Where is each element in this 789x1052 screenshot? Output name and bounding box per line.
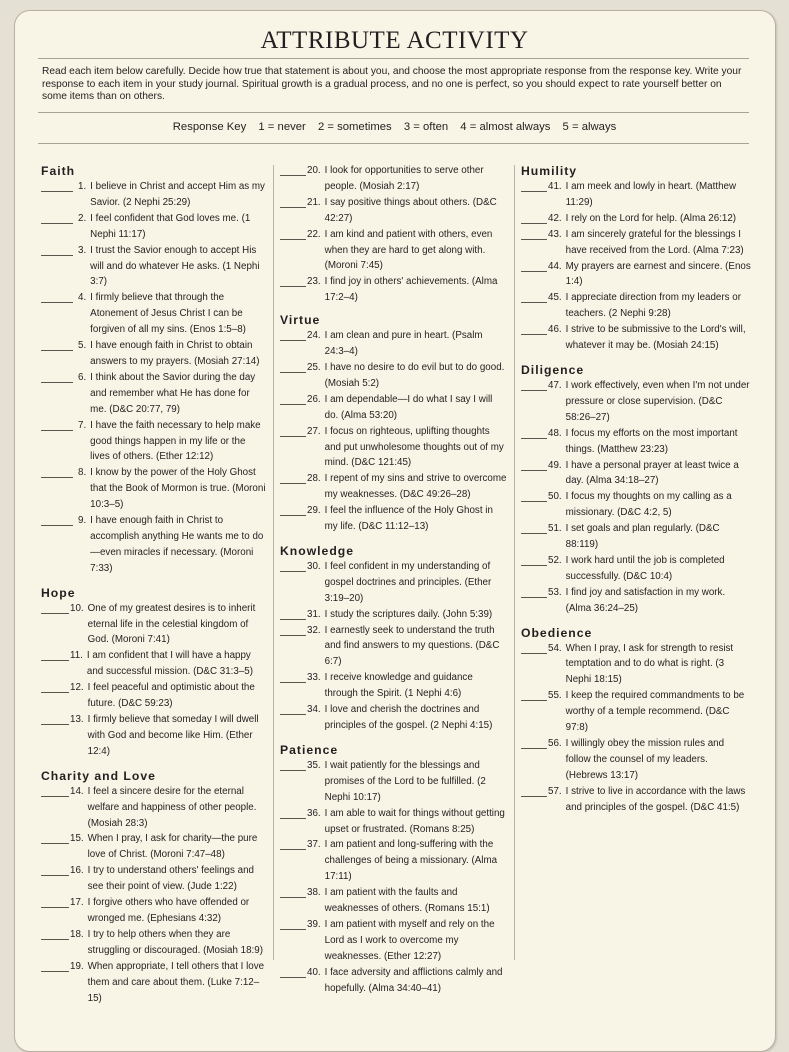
response-blank[interactable]: [280, 885, 306, 898]
item-text: I have the faith necessary to help make good things happen in my life or the lives of others. (Ether 12:12): [90, 419, 261, 463]
list-item: [41, 601, 267, 649]
item-text: I am kind and patient with others, even when they are hard to get along with. (Moroni 7:45): [324, 228, 493, 272]
item-number: 10.: [70, 602, 84, 614]
response-blank[interactable]: [521, 179, 547, 192]
list-item: [41, 895, 267, 927]
response-blank[interactable]: [521, 378, 547, 391]
item-text: I set goals and plan regularly. (D&C 88:119): [565, 523, 720, 551]
response-key-option: 1 = never: [258, 121, 306, 133]
item-number: 26.: [307, 393, 321, 405]
item-number: 3.: [78, 244, 87, 256]
attribute-section: [280, 312, 508, 535]
list-item: [41, 648, 267, 680]
item-number: 4.: [78, 292, 87, 304]
response-key-option: 5 = always: [562, 121, 617, 133]
item-number: 23.: [307, 276, 321, 288]
list-item: [521, 688, 751, 736]
item-number: 53.: [548, 586, 562, 598]
list-item: [521, 784, 751, 816]
item-number: 27.: [307, 425, 321, 437]
response-blank[interactable]: [280, 392, 306, 405]
response-blank[interactable]: [521, 736, 547, 749]
item-text: I am dependable—I do what I say I will do. (Alma 53:20): [324, 393, 493, 421]
attribute-section: [41, 163, 267, 577]
response-blank[interactable]: [280, 965, 306, 978]
section-heading: Patience: [280, 742, 339, 757]
response-blank[interactable]: [521, 227, 547, 240]
item-text: I firmly believe that through the Atonement of Jesus Christ I can be forgiven of all my sins. (Enos 1:5–8): [90, 292, 246, 336]
response-blank[interactable]: [521, 688, 547, 701]
response-blank[interactable]: [41, 179, 73, 192]
list-item: [41, 863, 267, 895]
list-item: [280, 885, 508, 917]
response-blank[interactable]: [41, 370, 73, 383]
item-number: 19.: [70, 960, 84, 972]
response-blank[interactable]: [521, 211, 547, 224]
item-text: I know by the power of the Holy Ghost that the Book of Mormon is true. (Moroni 10:3–5): [90, 467, 266, 511]
response-blank[interactable]: [521, 322, 547, 335]
response-blank[interactable]: [41, 418, 73, 431]
item-number: 36.: [307, 807, 321, 819]
item-number: 7.: [78, 419, 87, 431]
list-item: [41, 831, 267, 863]
item-number: 54.: [548, 642, 562, 654]
item-number: 22.: [307, 228, 321, 240]
item-number: 14.: [70, 785, 84, 797]
section-heading: Hope: [41, 585, 76, 600]
response-blank[interactable]: [280, 274, 306, 287]
item-text: I love and cherish the doctrines and principles of the gospel. (2 Nephi 4:15): [324, 704, 493, 731]
item-number: 11.: [70, 650, 83, 662]
item-number: 38.: [307, 887, 321, 899]
item-text: I feel a sincere desire for the eternal welfare and happiness of other people. (Mosiah 28:3): [87, 785, 257, 829]
item-text: I rely on the Lord for help. (Alma 26:12): [565, 212, 737, 224]
item-number: 24.: [307, 330, 321, 342]
item-text: I am meek and lowly in heart. (Matthew 11:29): [565, 181, 737, 208]
key-top-rule: [38, 112, 749, 113]
item-text: I receive knowledge and guidance through the Spirit. (1 Nephi 4:6): [324, 672, 473, 700]
list-item: [280, 503, 508, 535]
item-number: 12.: [70, 682, 84, 694]
response-blank[interactable]: [41, 338, 73, 351]
item-number: 18.: [70, 928, 84, 940]
item-number: 8.: [78, 467, 87, 479]
list-item: [280, 360, 508, 392]
list-item: [41, 338, 267, 370]
list-item: [41, 243, 267, 291]
response-blank[interactable]: [280, 623, 306, 636]
list-item: [280, 917, 508, 965]
response-blank[interactable]: [41, 712, 69, 725]
section-heading: Virtue: [280, 313, 321, 328]
item-number: 41.: [548, 181, 562, 192]
item-text: When I pray, I ask for charity—the pure love of Christ. (Moroni 7:47–48): [87, 833, 258, 861]
attribute-section: [521, 163, 751, 354]
response-blank[interactable]: [41, 243, 73, 256]
attribute-section: [521, 625, 751, 816]
list-item: [521, 458, 751, 490]
item-text: I look for opportunities to serve other people. (Mosiah 2:17): [324, 165, 484, 192]
list-item: [280, 195, 508, 227]
item-number: 46.: [548, 324, 562, 336]
item-text: I study the scriptures daily. (John 5:39): [324, 608, 493, 620]
response-blank[interactable]: [280, 670, 306, 683]
response-key-option: 2 = sometimes: [317, 121, 392, 133]
list-item: [41, 418, 267, 466]
response-blank[interactable]: [521, 521, 547, 534]
attribute-section: [280, 163, 508, 306]
response-key-label: Response Key: [172, 121, 247, 133]
item-number: 2.: [78, 212, 87, 224]
response-blank[interactable]: [521, 426, 547, 439]
title-rule: [38, 58, 749, 59]
section-heading: Faith: [41, 164, 76, 178]
item-number: 16.: [70, 865, 84, 877]
response-blank[interactable]: [280, 471, 306, 484]
item-text: I earnestly seek to understand the truth and find answers to my questions. (D&C 6:7): [324, 624, 500, 668]
section-heading: Humility: [521, 164, 578, 178]
item-text: I have a personal prayer at least twice a day. (Alma 34:18–27): [565, 459, 739, 487]
response-blank[interactable]: [41, 648, 69, 661]
response-blank[interactable]: [280, 607, 306, 620]
item-text: I firmly believe that someday I will dwell with God and become like Him. (Ether 12:4): [87, 714, 259, 757]
response-blank[interactable]: [41, 513, 73, 526]
response-blank[interactable]: [280, 758, 306, 771]
item-number: 32.: [307, 624, 321, 636]
item-text: I focus on righteous, uplifting thoughts and put unwholesome thoughts out of my mind. (D&C 121:45): [324, 425, 504, 469]
item-text: I strive to be submissive to the Lord's will, whatever it may be. (Mosiah 24:15): [565, 324, 746, 352]
list-item: [41, 959, 267, 1007]
response-blank[interactable]: [521, 259, 547, 272]
response-blank[interactable]: [41, 927, 69, 940]
column-divider: [514, 165, 515, 960]
list-item: [521, 521, 751, 553]
list-item: [41, 513, 267, 577]
response-blank[interactable]: [521, 489, 547, 502]
list-item: [521, 426, 751, 458]
item-number: 20.: [307, 165, 321, 176]
response-blank[interactable]: [280, 917, 306, 930]
list-item: [521, 290, 751, 322]
item-text: When I pray, I ask for strength to resist temptation and to do what is right. (3 Nephi 18:15): [565, 642, 734, 686]
item-text: I am able to wait for things without getting upset or frustrated. (Romans 8:25): [324, 807, 505, 835]
item-text: I work effectively, even when I'm not under pressure or close supervision. (D&C 58:26–27): [565, 379, 750, 423]
item-number: 37.: [307, 839, 321, 851]
item-number: 34.: [307, 704, 321, 716]
list-item: [521, 211, 751, 227]
list-item: [41, 370, 267, 418]
response-blank[interactable]: [41, 863, 69, 876]
item-number: 25.: [307, 361, 321, 373]
item-number: 30.: [307, 560, 321, 572]
response-blank[interactable]: [41, 211, 73, 224]
list-item: [521, 641, 751, 689]
column-3: [521, 163, 751, 816]
item-number: 48.: [548, 427, 562, 439]
response-blank[interactable]: [521, 784, 547, 797]
item-text: I strive to live in accordance with the laws and principles of the gospel. (D&C 41:5): [565, 785, 746, 813]
item-number: 13.: [70, 714, 84, 725]
item-number: 1.: [78, 181, 87, 192]
item-text: I find joy and satisfaction in my work. (Alma 36:24–25): [565, 586, 726, 614]
item-text: I believe in Christ and accept Him as my Savior. (2 Nephi 25:29): [90, 181, 265, 208]
item-number: 44.: [548, 260, 562, 272]
list-item: [41, 712, 267, 760]
response-blank[interactable]: [521, 641, 547, 654]
item-number: 9.: [78, 515, 87, 527]
response-key-option: 4 = almost always: [460, 121, 551, 133]
item-number: 40.: [307, 966, 321, 978]
response-blank[interactable]: [280, 702, 306, 715]
response-blank[interactable]: [521, 290, 547, 303]
response-key-option: 3 = often: [403, 121, 449, 133]
item-number: 47.: [548, 379, 562, 391]
response-blank[interactable]: [280, 163, 306, 176]
list-item: [521, 736, 751, 784]
item-number: 49.: [548, 459, 562, 471]
item-text: I focus my thoughts on my calling as a missionary. (D&C 4:2, 5): [565, 491, 732, 519]
item-text: I face adversity and afflictions calmly and hopefully. (Alma 34:40–41): [324, 966, 503, 994]
list-item: [280, 163, 508, 195]
section-heading: Knowledge: [280, 543, 355, 558]
response-blank[interactable]: [41, 831, 69, 844]
list-item: [280, 758, 508, 806]
item-text: I feel confident in my understanding of gospel doctrines and principles. (Ether 3:19–20): [324, 560, 492, 604]
item-text: When appropriate, I tell others that I love them and care about them. (Luke 7:12–15): [87, 960, 265, 1004]
item-text: I wait patiently for the blessings and promises of the Lord to be fulfilled. (2 Nephi 10:17): [324, 759, 486, 803]
list-item: [280, 670, 508, 702]
item-number: 15.: [70, 833, 84, 845]
item-text: I forgive others who have offended or wronged me. (Ephesians 4:32): [87, 897, 250, 924]
item-number: 21.: [307, 196, 321, 208]
item-text: I try to help others when they are struggling or discouraged. (Mosiah 18:9): [87, 928, 263, 956]
section-heading: Charity and Love: [41, 768, 156, 783]
item-text: I feel confident that God loves me. (1 Nephi 11:17): [90, 212, 251, 240]
item-text: I have no desire to do evil but to do good. (Mosiah 5:2): [324, 361, 505, 389]
instructions: Read each item below carefully. Decide how true that statement is about you, and choose the most appropriate response from the response key. Write your response to each item in your study journal. Spiritual growth is a gradual process, and no one is perfect, so you should expect to rate yourself better on some items than on others.: [42, 66, 742, 102]
response-blank[interactable]: [280, 424, 306, 437]
response-blank[interactable]: [280, 195, 306, 208]
list-item: [280, 623, 508, 671]
list-item: [521, 227, 751, 259]
item-number: 6.: [78, 371, 87, 383]
item-text: I focus my efforts on the most important things. (Matthew 23:23): [565, 427, 738, 455]
item-text: I think about the Savior during the day and remember what He has done for me. (D&C 20:77, 79): [90, 371, 256, 415]
item-number: 39.: [307, 918, 321, 930]
item-text: I am sincerely grateful for the blessings I have received from the Lord. (Alma 7:23): [565, 228, 744, 256]
item-text: I am clean and pure in heart. (Psalm 24:3–4): [324, 330, 483, 358]
response-blank[interactable]: [41, 290, 73, 303]
response-blank[interactable]: [280, 328, 306, 341]
list-item: [280, 424, 508, 472]
item-number: 29.: [307, 505, 321, 517]
section-heading: Obedience: [521, 625, 593, 640]
response-blank[interactable]: [41, 465, 73, 478]
item-text: I say positive things about others. (D&C 42:27): [324, 196, 497, 224]
list-item: [280, 471, 508, 503]
response-blank[interactable]: [280, 806, 306, 819]
item-text: I have enough faith in Christ to obtain answers to my prayers. (Mosiah 27:14): [90, 340, 260, 367]
response-blank[interactable]: [41, 959, 69, 972]
list-item: [41, 211, 267, 243]
item-number: 55.: [548, 690, 562, 702]
attribute-section: [521, 362, 751, 617]
list-item: [280, 965, 508, 997]
response-blank[interactable]: [521, 585, 547, 598]
item-text: I try to understand others' feelings and see their point of view. (Jude 1:22): [87, 865, 254, 893]
list-item: [521, 322, 751, 354]
list-item: [280, 806, 508, 838]
item-text: I find joy in others' achievements. (Alma 17:2–4): [324, 276, 498, 304]
item-text: I trust the Savior enough to accept His will and do whatever He asks. (1 Nephi 3:7): [90, 244, 260, 288]
key-bottom-rule: [38, 143, 749, 144]
column-divider: [273, 165, 274, 960]
item-text: I feel the influence of the Holy Ghost in my life. (D&C 11:12–13): [324, 505, 493, 533]
response-blank[interactable]: [41, 784, 69, 797]
item-number: 28.: [307, 473, 321, 485]
list-item: [41, 680, 267, 712]
item-text: One of my greatest desires is to inherit eternal life in the celestial kingdom of God. (Moroni 7:41): [87, 602, 256, 646]
item-number: 31.: [307, 608, 321, 620]
item-text: I am patient with the faults and weaknesses of others. (Romans 15:1): [324, 887, 490, 915]
attribute-section: [41, 585, 267, 760]
list-item: [521, 179, 751, 211]
item-text: I repent of my sins and strive to overcome my weaknesses. (D&C 49:26–28): [324, 473, 507, 501]
response-blank[interactable]: [280, 227, 306, 240]
item-number: 57.: [548, 785, 562, 797]
attribute-section: [41, 768, 267, 1007]
item-number: 45.: [548, 292, 562, 304]
list-item: [521, 378, 751, 426]
response-blank[interactable]: [280, 559, 306, 572]
list-item: [41, 927, 267, 959]
item-number: 35.: [307, 759, 321, 771]
list-item: [280, 392, 508, 424]
list-item: [280, 328, 508, 360]
response-blank[interactable]: [280, 360, 306, 373]
item-number: 5.: [78, 340, 87, 352]
item-text: I willingly obey the mission rules and follow the counsel of my leaders. (Hebrews 13:17): [565, 738, 725, 781]
response-blank[interactable]: [280, 503, 306, 516]
item-number: 56.: [548, 738, 562, 749]
response-blank[interactable]: [41, 895, 69, 908]
response-blank[interactable]: [521, 553, 547, 566]
item-text: I keep the required commandments to be worthy of a temple recommend. (D&C 97:8): [565, 690, 745, 734]
list-item: [521, 259, 751, 291]
attribute-section: [280, 543, 508, 734]
list-item: [41, 290, 267, 338]
section-heading: Diligence: [521, 362, 585, 377]
item-number: 43.: [548, 228, 562, 240]
item-text: I am confident that I will have a happy and successful mission. (D&C 31:3–5): [86, 650, 253, 678]
attribute-section: [280, 742, 508, 997]
item-number: 51.: [548, 523, 562, 535]
list-item: [521, 553, 751, 585]
item-text: My prayers are earnest and sincere. (Enos 1:4): [565, 260, 751, 288]
response-blank[interactable]: [41, 601, 69, 614]
list-item: [521, 585, 751, 617]
item-text: I am patient and long-suffering with the challenges of being a missionary. (Alma 17:11): [324, 839, 498, 883]
item-text: I appreciate direction from my leaders or teachers. (2 Nephi 9:28): [565, 292, 741, 320]
response-blank[interactable]: [521, 458, 547, 471]
list-item: [280, 227, 508, 275]
page-title: ATTRIBUTE ACTIVITY: [260, 27, 529, 54]
item-text: I work hard until the job is completed successfully. (D&C 10:4): [565, 554, 725, 582]
list-item: [41, 784, 267, 832]
response-blank[interactable]: [41, 680, 69, 693]
item-number: 42.: [548, 212, 562, 224]
list-item: [280, 559, 508, 607]
item-number: 17.: [70, 897, 84, 909]
list-item: [280, 702, 508, 734]
list-item: [280, 274, 508, 306]
item-number: 52.: [548, 554, 562, 566]
item-text: I feel peaceful and optimistic about the future. (D&C 59:23): [87, 682, 255, 710]
response-blank[interactable]: [280, 837, 306, 850]
list-item: [41, 179, 267, 211]
list-item: [280, 837, 508, 885]
item-number: 33.: [307, 672, 321, 684]
list-item: [521, 489, 751, 521]
response-key: [0, 121, 789, 134]
column-1: [41, 163, 267, 1006]
item-text: I have enough faith in Christ to accomplish anything He wants me to do—even miracles if necessary. (Moroni 7:33): [90, 515, 264, 574]
list-item: [280, 607, 508, 623]
column-2: [280, 163, 508, 997]
item-number: 50.: [548, 491, 562, 503]
item-text: I am patient with myself and rely on the Lord as I work to overcome my weaknesses. (Ether 12:27): [324, 918, 495, 962]
list-item: [41, 465, 267, 513]
